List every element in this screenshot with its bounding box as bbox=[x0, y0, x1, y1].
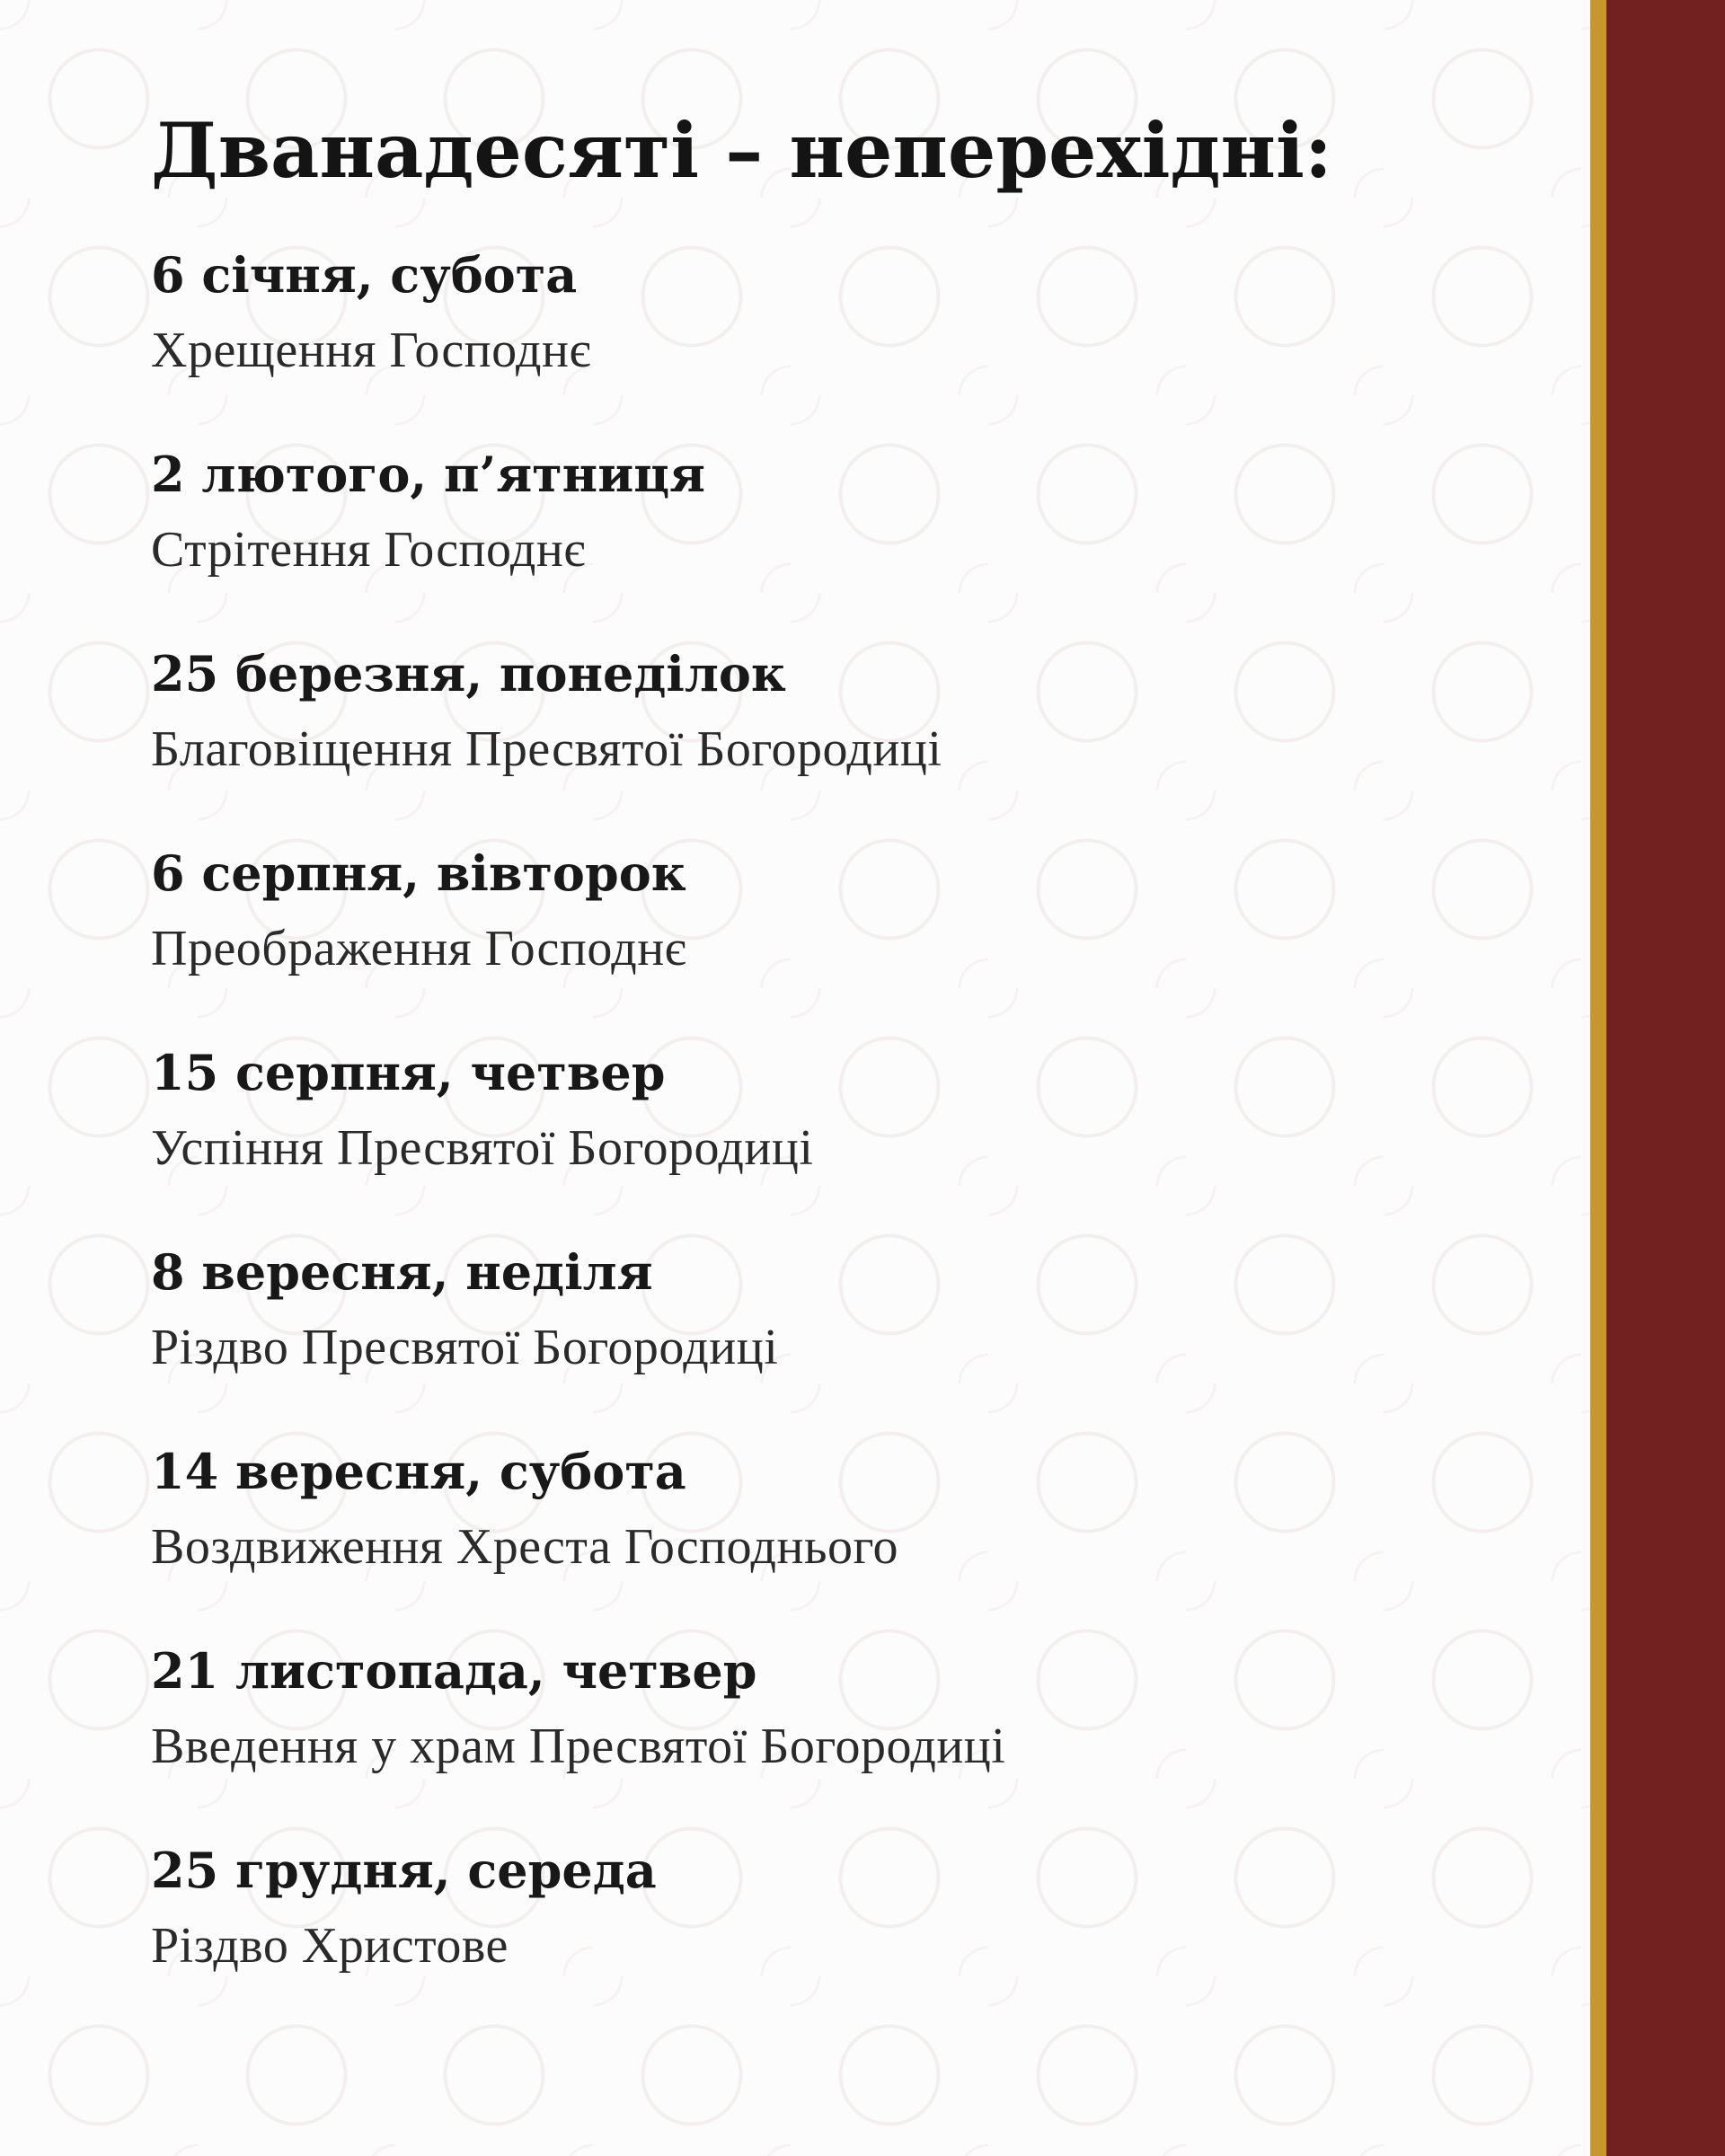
decorative-side-band bbox=[1590, 0, 1725, 2156]
feast-item bbox=[151, 636, 1499, 835]
feast-name: Преображення Господнє bbox=[151, 921, 687, 976]
feast-item bbox=[151, 1434, 1499, 1633]
feast-item bbox=[151, 237, 1499, 437]
feast-name: Успіння Пресвятої Богородиці bbox=[151, 1120, 814, 1176]
feast-date: 6 січня, субота bbox=[151, 246, 578, 304]
decorative-gold-stripe bbox=[1590, 0, 1606, 2156]
feast-date: 15 серпня, четвер bbox=[151, 1044, 666, 1101]
feast-date: 6 серпня, вівторок bbox=[151, 844, 686, 902]
feast-name: Стрітення Господнє bbox=[151, 522, 586, 578]
content-area bbox=[151, 97, 1499, 2032]
feast-list bbox=[151, 237, 1499, 2032]
feast-name: Різдво Пресвятої Богородиці bbox=[151, 1320, 779, 1375]
feast-name: Різдво Христове bbox=[151, 1918, 509, 1974]
page-title: Дванадесяті – неперехідні: bbox=[151, 106, 1332, 195]
feast-item bbox=[151, 1035, 1499, 1234]
feast-date: 25 грудня, середа bbox=[151, 1842, 657, 1899]
feast-date: 8 вересня, неділя bbox=[151, 1243, 653, 1301]
feast-name: Введення у храм Пресвятої Богородиці bbox=[151, 1719, 1006, 1774]
feast-item bbox=[151, 1833, 1499, 2032]
feast-date: 21 листопада, четвер bbox=[151, 1642, 757, 1700]
feast-date: 2 лютого, п’ятниця bbox=[151, 446, 706, 503]
feast-date: 25 березня, понеділок bbox=[151, 645, 786, 702]
feast-name: Благовіщення Пресвятої Богородиці bbox=[151, 721, 942, 777]
feast-name: Хрещення Господнє bbox=[151, 323, 592, 378]
feast-item bbox=[151, 437, 1499, 636]
feast-item bbox=[151, 1234, 1499, 1434]
feast-date: 14 вересня, субота bbox=[151, 1443, 686, 1500]
feast-item bbox=[151, 1633, 1499, 1833]
feast-name: Воздвиження Хреста Господнього bbox=[151, 1519, 899, 1575]
feast-item bbox=[151, 835, 1499, 1035]
